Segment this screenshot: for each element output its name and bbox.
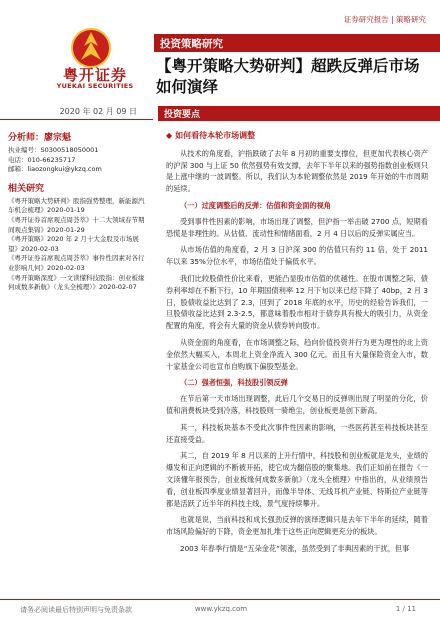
website-link[interactable]: www.ykzq.com (194, 605, 248, 613)
report-type-tag: 证券研究报告 | 策略研究 (343, 15, 426, 24)
footer-divider (0, 599, 440, 600)
analyst-email[interactable]: 邮箱：liaozongkui@ykzq.com (8, 165, 102, 174)
paragraph: 从市场估值的角度看，2 月 3 日沪深 300 的估值只有约 11 倍，处于 2011 年以来 35%分位水平，市场估值处于偏低水平。 (166, 245, 428, 267)
main-content (166, 130, 428, 560)
paragraph: 受到事件性因素的影响，市场出现了调整，但沪指一举击破 2700 点，短期看恐慌是非理性的。从估值、流动性和情绪面看，2 月 4 日以后的反弹实属应当。 (166, 216, 428, 238)
category-bar: 投资策略研究 (154, 34, 440, 52)
report-date: 2020 年 02 月 09 日 (0, 106, 153, 120)
section-heading-key-points: 投资要点 (158, 106, 440, 121)
related-report-link[interactable]: 《粤开证券首席观点周荟萃》事件性因素对各行业影响几何》2020-02-03 (8, 254, 145, 272)
paragraph: 从技术的角度看，沪指跌破了去年 8 月初的重要支撑位，但更加代表核心资产的沪深 300 与上证 50 依然强势有效支撑，去年下半年以来的强势指数创业板则只是上涨中继的一波调整。所以，我们认为本轮调整依然是 2019 年开始的牛市周期的延续。 (166, 148, 429, 194)
page-number: 1 / 11 (395, 605, 416, 613)
sidebar (8, 132, 148, 293)
related-report-link[interactable]: 《粤开策略》2020 年 2 月十大金股及市场展望》2020-02-03 (8, 235, 139, 253)
disclaimer-note: 请务必阅读最后特别声明与免责条款 (20, 606, 132, 614)
related-research-heading: 相关研究 (8, 183, 45, 194)
related-report-link[interactable]: 《粤开证券首席观点周荟萃》十二大领域春节期间观点集锦》2020-01-29 (8, 215, 145, 234)
subheading: （二）强者恒强，科技股引领反弹 (180, 378, 288, 388)
report-title: 【粤开策略大势研判】超跌反弹后市场如何演绎 (156, 57, 420, 96)
lead-heading (166, 130, 428, 142)
paragraph: 从资金面的角度看，在市场调整之际，趋向价值投资并行为更为理性的北上资金依然大幅买入，本周北上资金净流入 300 亿元。而且有大量保险资金入市，数十家基金公司也宣布自购旗下偏股型基金。 (166, 337, 428, 371)
paragraph: 也就是说，当前科技和成长强劲反弹的演绎逻辑只是去年下半年的延续，随着市场风险偏好的下降，资金更加扎堆于这些正向逻辑更充分的板块。 (166, 515, 428, 537)
paragraph: 在节后第一天市场出现调整，此后几个交易日的反弹则出现了明显的分化，价值和消费板块受到冷落，科技股则一骑绝尘，创业板更是创下新高。 (166, 394, 428, 415)
analyst-id: 执业编号：S0300518050001 (8, 146, 99, 154)
analyst-heading: 分析师：廖宗魁 (8, 133, 72, 143)
subheading: （一）过度调整后的反弹：估值和资金面的视角 (180, 200, 331, 210)
related-report-link[interactable]: 《粤开策略深度》一文读懂科技股指：创业板缘何成数多新航》（龙头全梳理）》2020-02-07 (8, 273, 145, 292)
paragraph: 其一，科技板块基本不受此次事件性因素的影响，一些医药甚至科技板块甚至还直接受益。 (166, 422, 428, 444)
logo-chinese-name: 粤开证券 (62, 66, 127, 84)
lead-heading-text: 如何看待本轮市场调整 (175, 131, 256, 140)
related-report-link[interactable]: 《粤开策略大势研判》股指强势整理，新能源汽车机会梳理》2020-01-19 (8, 196, 145, 215)
footer (0, 602, 440, 620)
paragraph: 其二，自 2019 年 8 月以来的上升行情中，科技股和创业板就是龙头，业绩的爆发和正向逻辑的不断被开拓，使它成为翻倍股的聚集地。我们正如前在报告《一文读懂年报预告，创业板缘何成数多新航》（龙头全梳理）中指出的，从业绩预告看，创业板四季度业绩显著回升，而像半导体、无线耳机产业链、特斯拉产业链等都是活跃了近半年的科技主线，景气度持续攀升。 (166, 451, 428, 508)
diamond-bullet-icon: ◆ (166, 131, 173, 140)
paragraph: 我们比较股债性价比来看，更能凸显股市估值的优越性。在股市调整之际，债券利率却在不断下行，10 年期国债利率 12 月下旬以来已经下降了 40bp，2 月 3 日，股债收益比达到了 2.3，回到了 2018 年底的水平，历史的经验告诉我们，一旦股债收益比达到 2.3-2.5，都意味着股市相对于债券具有极大的吸引力，从资金配置的角度，将会有大量的资金从债券转向股市。 (166, 273, 428, 331)
paragraph: 2003 年春季行情是“五朵金花”领涨，虽然受到了非典因素的干扰，但事 (180, 543, 410, 553)
analyst-phone: 电话：010-66235717 (8, 155, 76, 164)
logo-english-name: YUEKAI SECURITIES (56, 82, 134, 90)
